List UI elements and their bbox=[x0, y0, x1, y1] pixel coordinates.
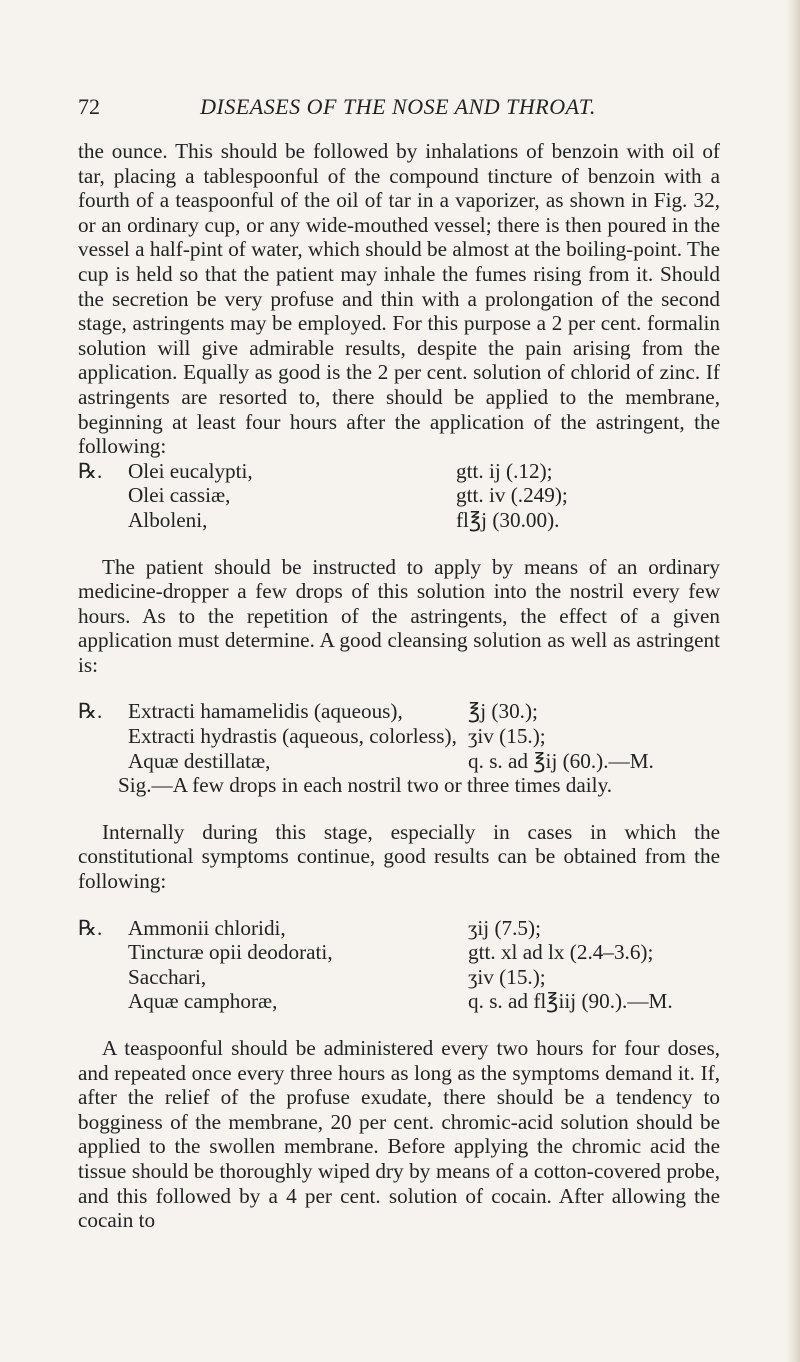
rx-symbol: ℞. bbox=[78, 458, 103, 483]
page-body bbox=[78, 139, 720, 1233]
rx-ingredient: Extracti hydrastis (aqueous, colorless), bbox=[128, 724, 457, 749]
paragraph-3: Internally during this stage, especially in cases in which the constitutional symptoms continue, good results can be obtained from the following: bbox=[78, 819, 720, 894]
rx-ingredient: Olei eucalypti, bbox=[128, 458, 253, 483]
paragraph-4: A teaspoonful should be administered every two hours for four doses, and repeated once every three hours as long as the symptoms demand it. If, after the relief of the profuse exudate, there should be a tendency to bogginess of the membrane, 20 per cent. chromic-acid solution should be applied to the swollen membrane. Before applying the chromic acid the tissue should be thoroughly wiped dry by means of a cotton-covered probe, and this followed by a 4 per cent. solution of cocain. After allowing the cocain to bbox=[78, 1036, 720, 1233]
rx-dose: gtt. ij (.12); bbox=[456, 458, 553, 483]
page-number: 72 bbox=[78, 94, 100, 119]
rx-dose: ʒiv (15.); bbox=[468, 964, 546, 989]
rx-ingredient: Aquæ camphoræ, bbox=[128, 989, 278, 1014]
running-header bbox=[78, 94, 718, 124]
paragraph-1: the ounce. This should be followed by inhalations of benzoin with oil of tar, placing a tablespoonful of the compound tincture of benzoin with a fourth of a teaspoonful of the oil of tar in a vaporizer, as shown in Fig. 32, or an ordinary cup, or any wide-mouthed vessel; there is then poured in the vessel a half-pint of water, which should be almost at the boiling-point. The cup is held so that the patient may inhale the fumes rising from it. Should the secretion be very profuse and thin with a prolongation of the second stage, astringents may be employed. For this purpose a 2 per cent. formalin solution will give admirable results, despite the pain arising from the application. Equally as good is the 2 per cent. solution of chlorid of zinc. If astringents are resorted to, there should be applied to the membrane, beginning at least four hours after the application of the astringent, the following: bbox=[78, 139, 720, 459]
rx-ingredient: Sacchari, bbox=[128, 964, 207, 989]
rx-symbol: ℞. bbox=[78, 915, 103, 940]
rx-dose: gtt. xl ad lx (2.4–3.6); bbox=[468, 940, 654, 965]
rx-ingredient: Olei cassiæ, bbox=[128, 483, 231, 508]
rx-dose: ℥j (30.); bbox=[468, 699, 538, 724]
rx-signa: Sig.—A few drops in each nostril two or three times daily. bbox=[118, 773, 613, 798]
rx-dose: fl℥j (30.00). bbox=[456, 507, 560, 532]
rx-ingredient: Tincturæ opii deodorati, bbox=[128, 940, 333, 965]
rx-ingredient: Alboleni, bbox=[128, 507, 208, 532]
rx-dose: q. s. ad ℥ij (60.).—M. bbox=[468, 748, 654, 773]
rx-dose: gtt. iv (.249); bbox=[456, 483, 568, 508]
rx-symbol: ℞. bbox=[78, 699, 103, 724]
rx-ingredient: Aquæ destillatæ, bbox=[128, 748, 271, 773]
rx-dose: ʒiv (15.); bbox=[468, 724, 546, 749]
rx-dose: ʒij (7.5); bbox=[468, 915, 541, 940]
prescription-2 bbox=[78, 699, 720, 773]
prescription-1 bbox=[78, 459, 720, 533]
page-edge-shadow bbox=[786, 0, 800, 1362]
rx-ingredient: Ammonii chloridi, bbox=[128, 915, 286, 940]
rx-ingredient: Extracti hamamelidis (aqueous), bbox=[128, 699, 403, 724]
running-title: DISEASES OF THE NOSE AND THROAT. bbox=[200, 94, 596, 119]
paragraph-2: The patient should be instructed to apply by means of an ordinary medicine-dropper a few drops of this solution into the nostril every few hours. As to the repetition of the astringents, the effect of a given application must determine. A good cleansing solution as well as astringent is: bbox=[78, 554, 720, 677]
prescription-3 bbox=[78, 916, 720, 1014]
rx-dose: q. s. ad fl℥iij (90.).—M. bbox=[468, 989, 673, 1014]
